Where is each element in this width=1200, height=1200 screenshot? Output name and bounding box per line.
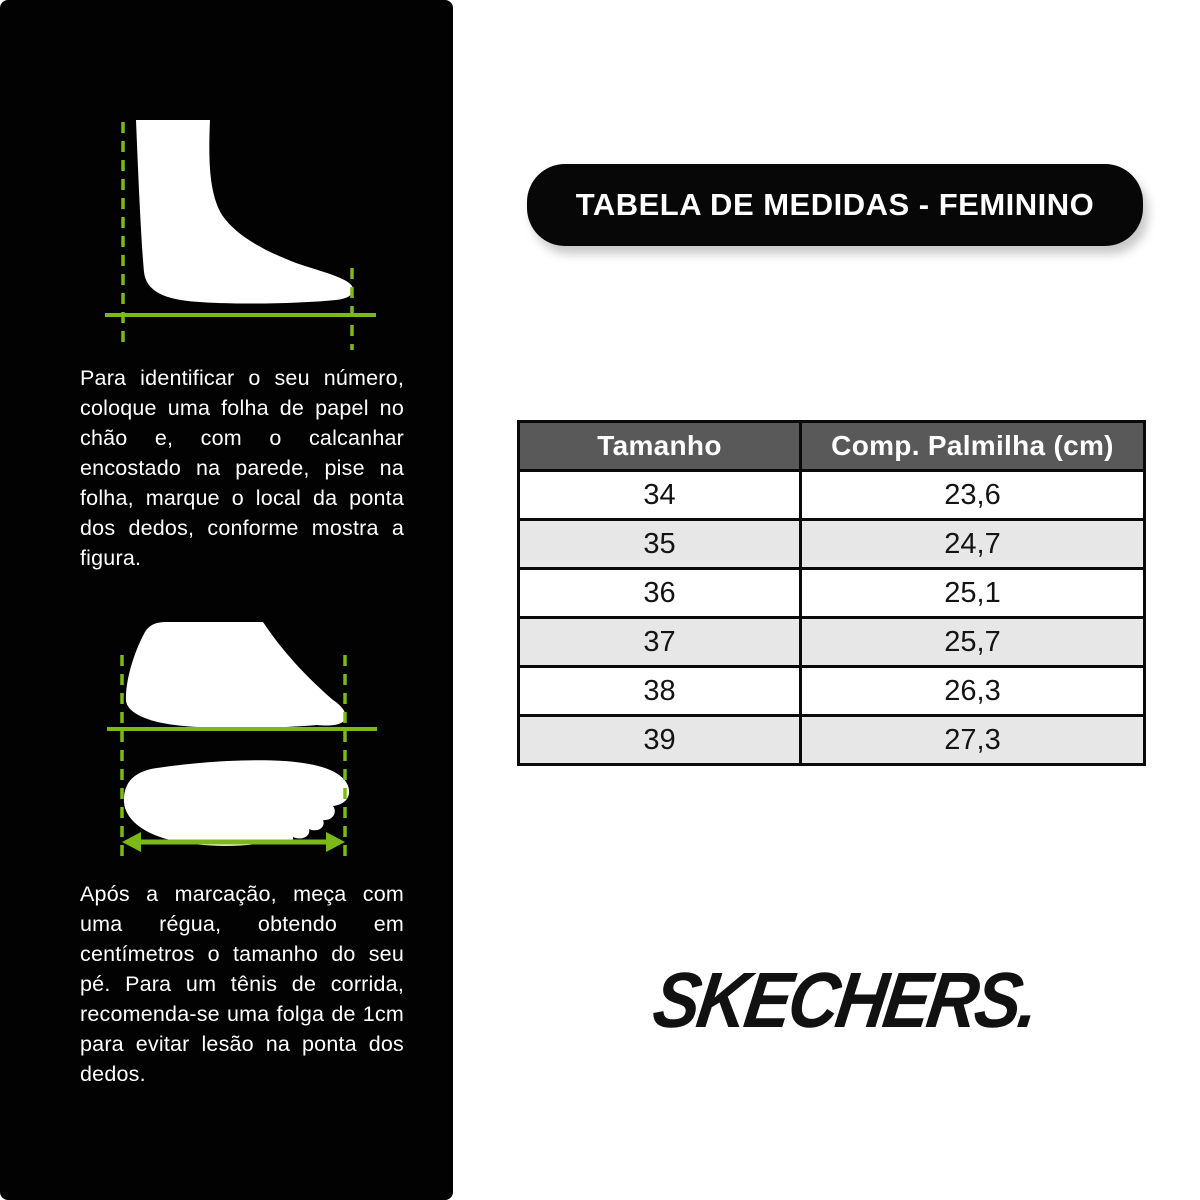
size-value: 39: [519, 716, 801, 765]
table-row: [519, 716, 1145, 765]
size-value: 38: [519, 667, 801, 716]
table-row: [519, 471, 1145, 520]
foot-side-measure-icon: [100, 110, 380, 360]
size-table-header-row: [519, 422, 1145, 471]
insole-length-value: 25,1: [801, 569, 1145, 618]
table-row: [519, 618, 1145, 667]
insole-length-value: 23,6: [801, 471, 1145, 520]
column-header-palmilha: Comp. Palmilha (cm): [801, 422, 1145, 471]
table-row: [519, 520, 1145, 569]
size-value: 37: [519, 618, 801, 667]
instruction-step-1: Para identificar o seu número, coloque uma folha de papel no chão e, com o calcanhar encostado na parede, pise na folha, marque o local da ponta dos dedos, conforme mostra a figura.: [80, 366, 404, 570]
size-value: 36: [519, 569, 801, 618]
insole-length-value: 26,3: [801, 667, 1145, 716]
insole-length-value: 27,3: [801, 716, 1145, 765]
size-value: 34: [519, 471, 801, 520]
page-title-label: TABELA DE MEDIDAS - FEMININO: [575, 187, 1095, 222]
size-value: 35: [519, 520, 801, 569]
instruction-panel: [0, 0, 453, 1200]
skechers-logo: SKECHERS.: [648, 956, 1042, 1044]
foot-length-measure-icon: [95, 610, 380, 868]
table-row: [519, 667, 1145, 716]
page-title: [527, 164, 1143, 246]
column-header-tamanho: Tamanho: [519, 422, 801, 471]
size-table: [517, 420, 1146, 766]
table-row: [519, 569, 1145, 618]
insole-length-value: 25,7: [801, 618, 1145, 667]
insole-length-value: 24,7: [801, 520, 1145, 569]
instruction-step-2: Após a marcação, meça com uma régua, obtendo em centímetros o tamanho do seu pé. Para um tênis de corrida, recomenda-se uma folga de 1cm para evitar lesão na ponta dos dedos.: [80, 882, 404, 1086]
